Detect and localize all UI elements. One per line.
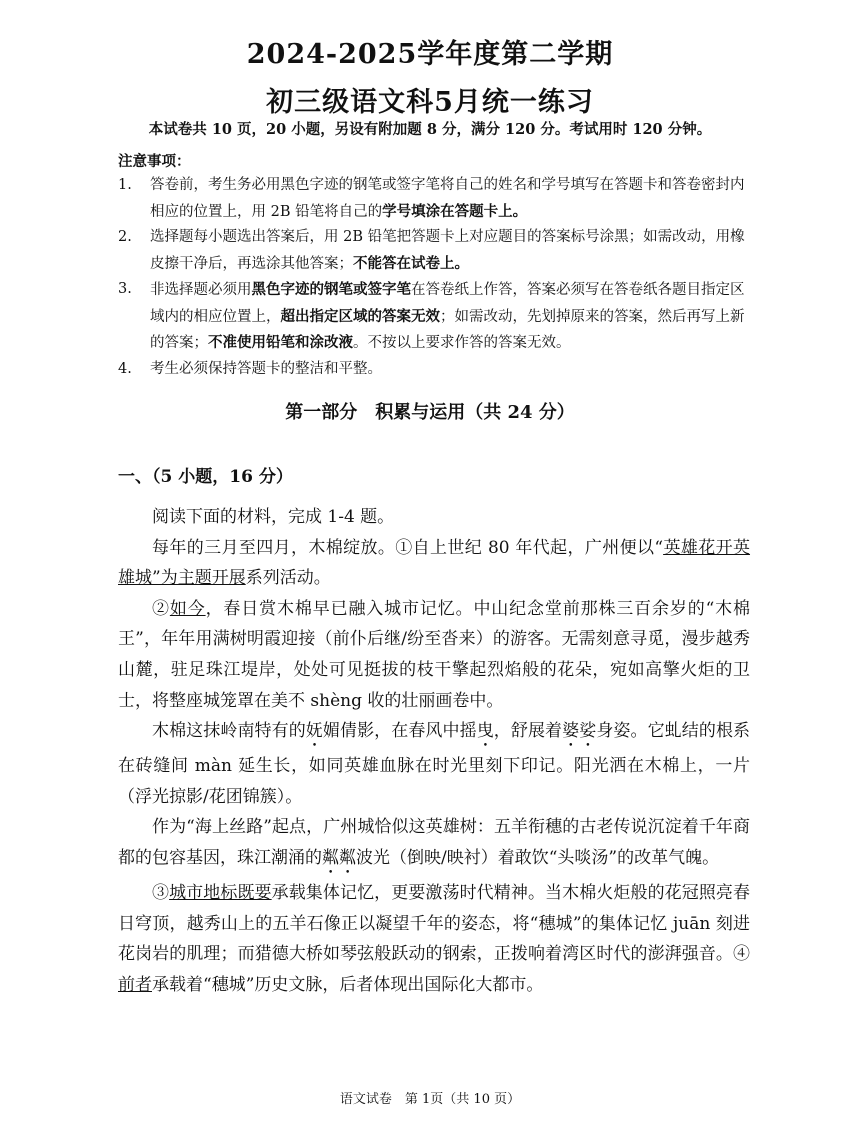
passage-paragraph-3	[118, 716, 750, 812]
notice-text: 在答卷纸上作答，答案必须写在答卷纸各题目指定区域内的相应位置上，	[150, 282, 745, 325]
text-run: 木棉这抹岭南特有的	[152, 721, 306, 742]
text-run: ，春日赏木棉早已融入城市记忆。中山纪念堂前那株三百余岁的“木棉王”，年年用满树明霞迎接（前仆后继/纷至沓来）的游客。无需刻意寻觅，漫步越秀山麓，驻足珠江堤岸，处处可见挺拔的枝干擎起烈焰般的花朵，宛如高擎火炬的卫士，将整座城笼罩在美不 shèng 收的壮丽画卷中。	[118, 598, 750, 711]
notice-emphasis: 不能答在试卷上。	[353, 254, 469, 272]
notice-number: 4.	[118, 360, 132, 377]
text-run: 媚倩影，在春风中摇	[322, 721, 477, 742]
text-run: 承载集体记忆，更要激荡时代精神。当木棉火炬般的花冠照亮春日穹顶，越秀山上的五羊石像正以凝望千年的姿态，将“穗城”的集体记忆 juān 刻进花岗岩的肌理；而猎德大桥如琴弦般跃动的钢索，正拨响着湾区时代的澎湃强音。④	[118, 882, 751, 965]
notice-emphasis: 超出指定区域的答案无效	[280, 307, 440, 325]
exam-title-subject: 初三级语文科5月统一练习	[266, 87, 594, 118]
notice-heading: 注意事项：	[118, 153, 191, 170]
notice-number: 1.	[118, 177, 132, 193]
dotted-char: 婆娑	[562, 721, 597, 742]
notice-list	[118, 173, 758, 382]
dotted-char: 曳	[476, 721, 494, 742]
passage-paragraph-5	[118, 878, 750, 1000]
text-run: 作为“海上丝路”起点，广州城恰似这英雄树：五羊衔穗的古老传说沉淀着千年商都的包容基因，珠江潮涌的	[118, 817, 750, 868]
passage-paragraph-1	[118, 533, 750, 594]
notice-number: 2.	[118, 229, 132, 245]
notice-text: ；如需改动，先划掉原来的答案，然后再写上新的答案；	[150, 308, 745, 351]
underlined-text: 前者	[118, 974, 152, 995]
exam-info: 本试卷共 10 页，20 小题，另设有附加题 8 分，满分 120 分。考试用时 120 分钟。	[148, 121, 712, 138]
notice-emphasis: 学号填涂在答题卡上。	[382, 202, 528, 220]
text-run: 波光（倒映/映衬）着敢饮“头啖汤”的改革气魄。	[356, 847, 720, 868]
passage-paragraph-4	[118, 812, 750, 878]
text-run: ③	[152, 882, 170, 903]
notice-number: 3.	[118, 281, 132, 297]
notice-text: 。不按以上要求作答的答案无效。	[353, 335, 571, 351]
reading-passage	[118, 502, 750, 1000]
notice-text: 非选择题必须用	[150, 282, 252, 298]
text-run: ②	[152, 598, 170, 619]
page-footer: 语文试卷 第 1页（共 10 页）	[339, 1092, 521, 1107]
notice-text: 答卷前，考生务必用黑色字迹的钢笔或签字笔将自己的姓名和学号填写在答题卡和答卷密封内相应的位置上，用 2B 铅笔将自己的	[150, 177, 745, 220]
underlined-text: 如今	[169, 598, 206, 619]
underlined-text: 英雄花开英雄城”为主题开展	[118, 537, 751, 589]
notice-item-4	[118, 357, 758, 383]
passage-intro: 阅读下面的材料，完成 1-4 题。	[152, 507, 395, 527]
notice-emphasis: 不准使用铅笔和涂改液	[208, 334, 353, 351]
notice-text: 考生必须保持答题卡的整洁和平整。	[150, 360, 382, 377]
underlined-text: 城市地标既要	[169, 882, 272, 903]
section-heading: 一、（5 小题，16 分）	[118, 467, 293, 487]
notice-emphasis: 黑色字迹的钢笔或签字笔	[251, 281, 411, 298]
text-run: 系列活动。	[245, 568, 331, 589]
dotted-char: 粼粼	[322, 847, 356, 868]
notice-text: 选择题每小题选出答案后，用 2B 铅笔把答题卡上对应题目的答案标号涂黑；如需改动，用橡皮擦干净后，再选涂其他答案；	[150, 229, 745, 272]
part-title: 第一部分 积累与运用（共 24 分）	[285, 402, 575, 423]
passage-paragraph-2	[118, 594, 750, 716]
notice-item-1	[118, 173, 758, 225]
text-run: ，舒展着	[493, 721, 563, 742]
exam-title-year: 2024-2025学年度第二学期	[246, 39, 614, 70]
dotted-char: 妩	[305, 721, 323, 742]
text-run: 每年的三月至四月，木棉绽放。①自上世纪 80 年代起，广州便以“	[152, 537, 664, 558]
text-run: 身姿。它虬结的根系在砖缝间 màn 延生长，如同英雄血脉在时光里刻下印记。阳光洒在木棉上，一片（浮光掠影/花团锦簇）。	[118, 721, 751, 807]
text-run: 承载着“穗城”历史文脉，后者体现出国际化大都市。	[152, 974, 544, 995]
notice-item-2	[118, 225, 758, 277]
notice-item-3	[118, 277, 758, 357]
